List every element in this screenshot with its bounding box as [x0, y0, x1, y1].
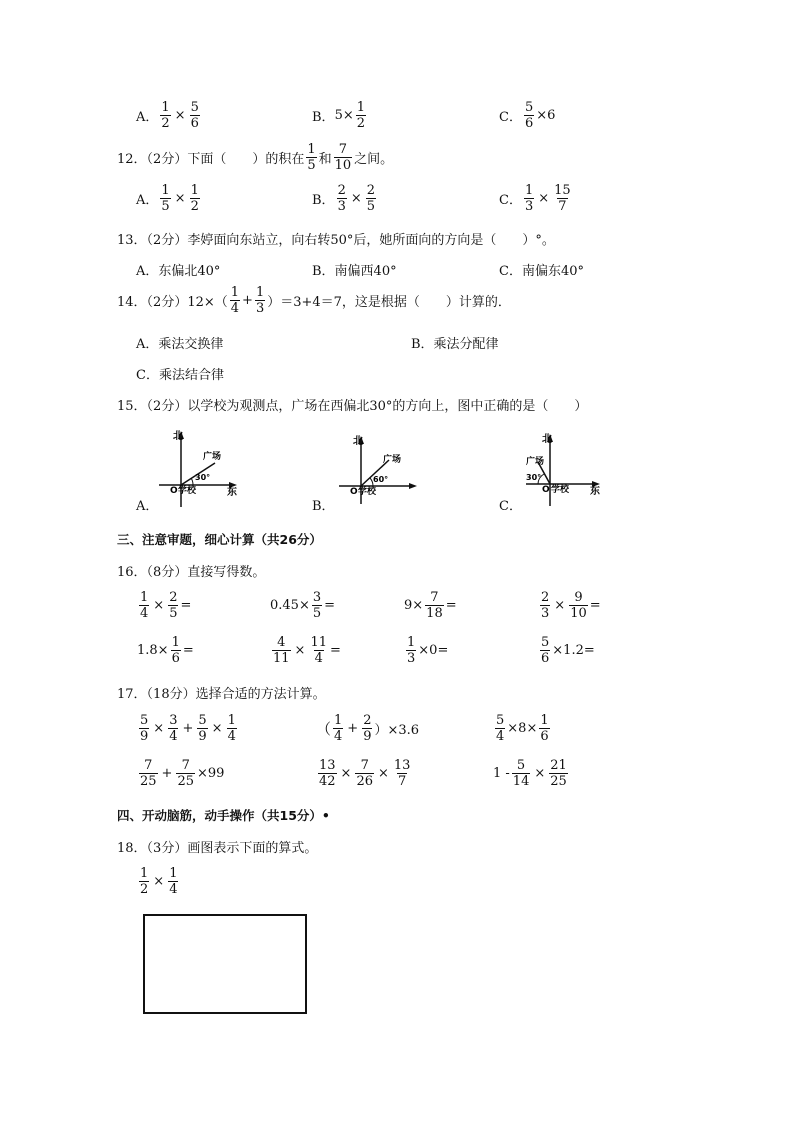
square-label: 广场	[203, 452, 222, 462]
fraction: $\frac{1}{3}$	[407, 635, 416, 666]
q16-item-2: 0.45× $\frac{3}{5}$ =	[270, 590, 336, 621]
q18-drawing-rectangle	[143, 914, 307, 1014]
q11-option-a: A． $\frac{1}{2}$ × $\frac{5}{6}$	[136, 100, 199, 131]
q15-option-a-label: A．	[136, 499, 159, 514]
q11-option-b: B． 5× $\frac{1}{2}$	[312, 100, 366, 131]
q17-stem: 17．（18分）选择合适的方法计算。	[117, 687, 326, 702]
q15-option-c-label: C．	[499, 499, 522, 514]
q12-option-a: A． $\frac{1}{5}$ × $\frac{1}{2}$	[136, 183, 199, 214]
fraction: $\frac{1}{2}$	[356, 100, 366, 131]
section-4-title: 四、开动脑筋，动手操作（共15分）•	[117, 808, 330, 823]
fraction: $\frac{2}{3}$	[337, 183, 346, 214]
fraction: $\frac{1}{5}$	[161, 183, 170, 214]
fraction: $\frac{7}{26}$	[356, 758, 373, 789]
q12-option-c: C． $\frac{1}{3}$ × $\frac{15}{7}$	[499, 183, 571, 214]
fraction: $\frac{1}{2}$	[140, 866, 149, 897]
north-label: 北	[173, 431, 183, 442]
q16-item-4: $\frac{2}{3}$ × $\frac{9}{10}$ =	[541, 590, 601, 621]
fraction: $\frac{5}{4}$	[496, 713, 505, 744]
q16-stem: 16．（8分）直接写得数。	[117, 565, 266, 580]
origin-label: O	[542, 485, 550, 495]
q16-item-5: 1.8× $\frac{1}{6}$ =	[137, 635, 194, 666]
q15-diagram-c	[520, 428, 610, 508]
angle-label: 60°	[373, 475, 389, 484]
fraction: $\frac{13}{7}$	[393, 758, 411, 789]
fraction: $\frac{1}{3}$	[524, 183, 534, 214]
section-3-title: 三、注意审题，细心计算（共26分）	[117, 532, 322, 547]
fraction: $\frac{9}{10}$	[570, 590, 587, 621]
q17-expr-6: 1 - $\frac{5}{14}$ × $\frac{21}{25}$	[493, 758, 567, 789]
q16-item-6: $\frac{4}{11}$ × $\frac{11}{4}$ =	[273, 635, 341, 666]
fraction: $\frac{1}{4}$	[227, 713, 236, 744]
fraction: $\frac{1}{4}$	[140, 590, 149, 621]
q17-expr-4: $\frac{7}{25}$ + $\frac{7}{25}$ ×99	[140, 758, 225, 789]
fraction: $\frac{5}{9}$	[198, 713, 207, 744]
q16-item-7: $\frac{1}{3}$ ×0=	[407, 635, 449, 666]
fraction: $\frac{2}{5}$	[169, 590, 178, 621]
q14-stem: 14．（2分）12×（ $\frac{1}{4}$ + $\frac{1}{3}$ ）＝3+4＝7，这是根据（ ）计算的．	[117, 285, 511, 316]
school-label: 学校	[358, 487, 377, 497]
q13-option-c: C．南偏东40°	[499, 264, 584, 279]
q18-expression: $\frac{1}{2}$ × $\frac{1}{4}$	[140, 866, 178, 897]
fraction: $\frac{11}{4}$	[310, 635, 327, 666]
q13-stem: 13．（2分）李婷面向东站立，向右转50°后，她所面向的方向是（ ）°。	[117, 233, 555, 248]
square-label: 广场	[526, 457, 545, 467]
q15-option-b-label: B．	[312, 499, 335, 514]
fraction: $\frac{1}{4}$	[230, 285, 240, 316]
fraction: $\frac{1}{4}$	[169, 866, 178, 897]
q14-option-a: A．乘法交换律	[136, 337, 224, 352]
angle-label: 30°	[526, 473, 542, 482]
q18-stem: 18．（3分）画图表示下面的算式。	[117, 841, 318, 856]
fraction: $\frac{7}{25}$	[140, 758, 157, 789]
q17-expr-1: $\frac{5}{9}$ × $\frac{3}{4}$ + $\frac{5}{9}$ × $\frac{1}{4}$	[140, 713, 236, 744]
q14-option-c: C．乘法结合律	[136, 368, 224, 383]
fraction: $\frac{1}{2}$	[190, 183, 199, 214]
north-label: 北	[542, 434, 552, 445]
fraction: $\frac{5}{14}$	[512, 758, 530, 789]
q12-option-b: B． $\frac{2}{3}$ × $\frac{2}{5}$	[312, 183, 376, 214]
q13-option-b: B．南偏西40°	[312, 264, 397, 279]
fraction: $\frac{1}{3}$	[255, 285, 265, 316]
fraction: $\frac{1}{4}$	[334, 713, 343, 744]
fraction: $\frac{3}{4}$	[169, 713, 178, 744]
q14-option-b: B．乘法分配律	[411, 337, 499, 352]
school-label: 学校	[178, 486, 197, 496]
fraction: $\frac{15}{7}$	[554, 183, 571, 214]
square-label: 广场	[383, 455, 402, 465]
q13-option-a: A．东偏北40°	[136, 264, 221, 279]
east-label: 东	[590, 486, 600, 497]
fraction: $\frac{13}{42}$	[319, 758, 336, 789]
angle-label: 30°	[195, 473, 211, 482]
east-label: 东	[227, 487, 237, 498]
q17-expr-2: （ $\frac{1}{4}$ + $\frac{2}{9}$ ）×3.6	[316, 713, 420, 744]
fraction: $\frac{7}{18}$	[426, 590, 443, 621]
q16-item-3: 9× $\frac{7}{18}$ =	[404, 590, 457, 621]
q15-stem: 15．（2分）以学校为观测点，广场在西偏北30°的方向上，图中正确的是（ ）	[117, 399, 588, 414]
fraction: $\frac{2}{9}$	[363, 713, 372, 744]
fraction: $\frac{2}{3}$	[541, 590, 550, 621]
fraction: $\frac{4}{11}$	[273, 635, 290, 666]
q15-diagram-a	[155, 425, 245, 510]
q17-expr-3: $\frac{5}{4}$ ×8× $\frac{1}{6}$	[496, 713, 549, 744]
q16-item-8: $\frac{5}{6}$ ×1.2=	[541, 635, 595, 666]
fraction: $\frac{2}{5}$	[366, 183, 376, 214]
fraction: $\frac{3}{5}$	[312, 590, 322, 621]
q17-expr-5: $\frac{13}{42}$ × $\frac{7}{26}$ × $\frac{13}{7}$	[319, 758, 411, 789]
q16-item-1: $\frac{1}{4}$ × $\frac{2}{5}$ =	[140, 590, 192, 621]
fraction: $\frac{1}{2}$	[161, 100, 170, 131]
fraction: $\frac{7}{10}$	[334, 142, 352, 173]
origin-label: O	[350, 487, 358, 497]
school-label: 学校	[551, 485, 570, 495]
origin-label: O	[170, 486, 178, 496]
fraction: $\frac{5}{9}$	[140, 713, 149, 744]
fraction: $\frac{5}{6}$	[524, 100, 534, 131]
fraction: $\frac{1}{6}$	[540, 713, 549, 744]
q12-stem: 12．（2分）下面（ ）的积在 $\frac{1}{5}$ 和 $\frac{7}{10}$ 之间。	[117, 142, 394, 173]
q11-option-c: C． $\frac{5}{6}$ ×6	[499, 100, 556, 131]
fraction: $\frac{21}{25}$	[550, 758, 567, 789]
fraction: $\frac{5}{6}$	[541, 635, 550, 666]
q15-diagram-b	[335, 432, 425, 507]
north-label: 北	[353, 436, 363, 447]
fraction: $\frac{1}{5}$	[307, 142, 316, 173]
fraction: $\frac{7}{25}$	[177, 758, 194, 789]
fraction: $\frac{5}{6}$	[190, 100, 199, 131]
fraction: $\frac{1}{6}$	[171, 635, 180, 666]
